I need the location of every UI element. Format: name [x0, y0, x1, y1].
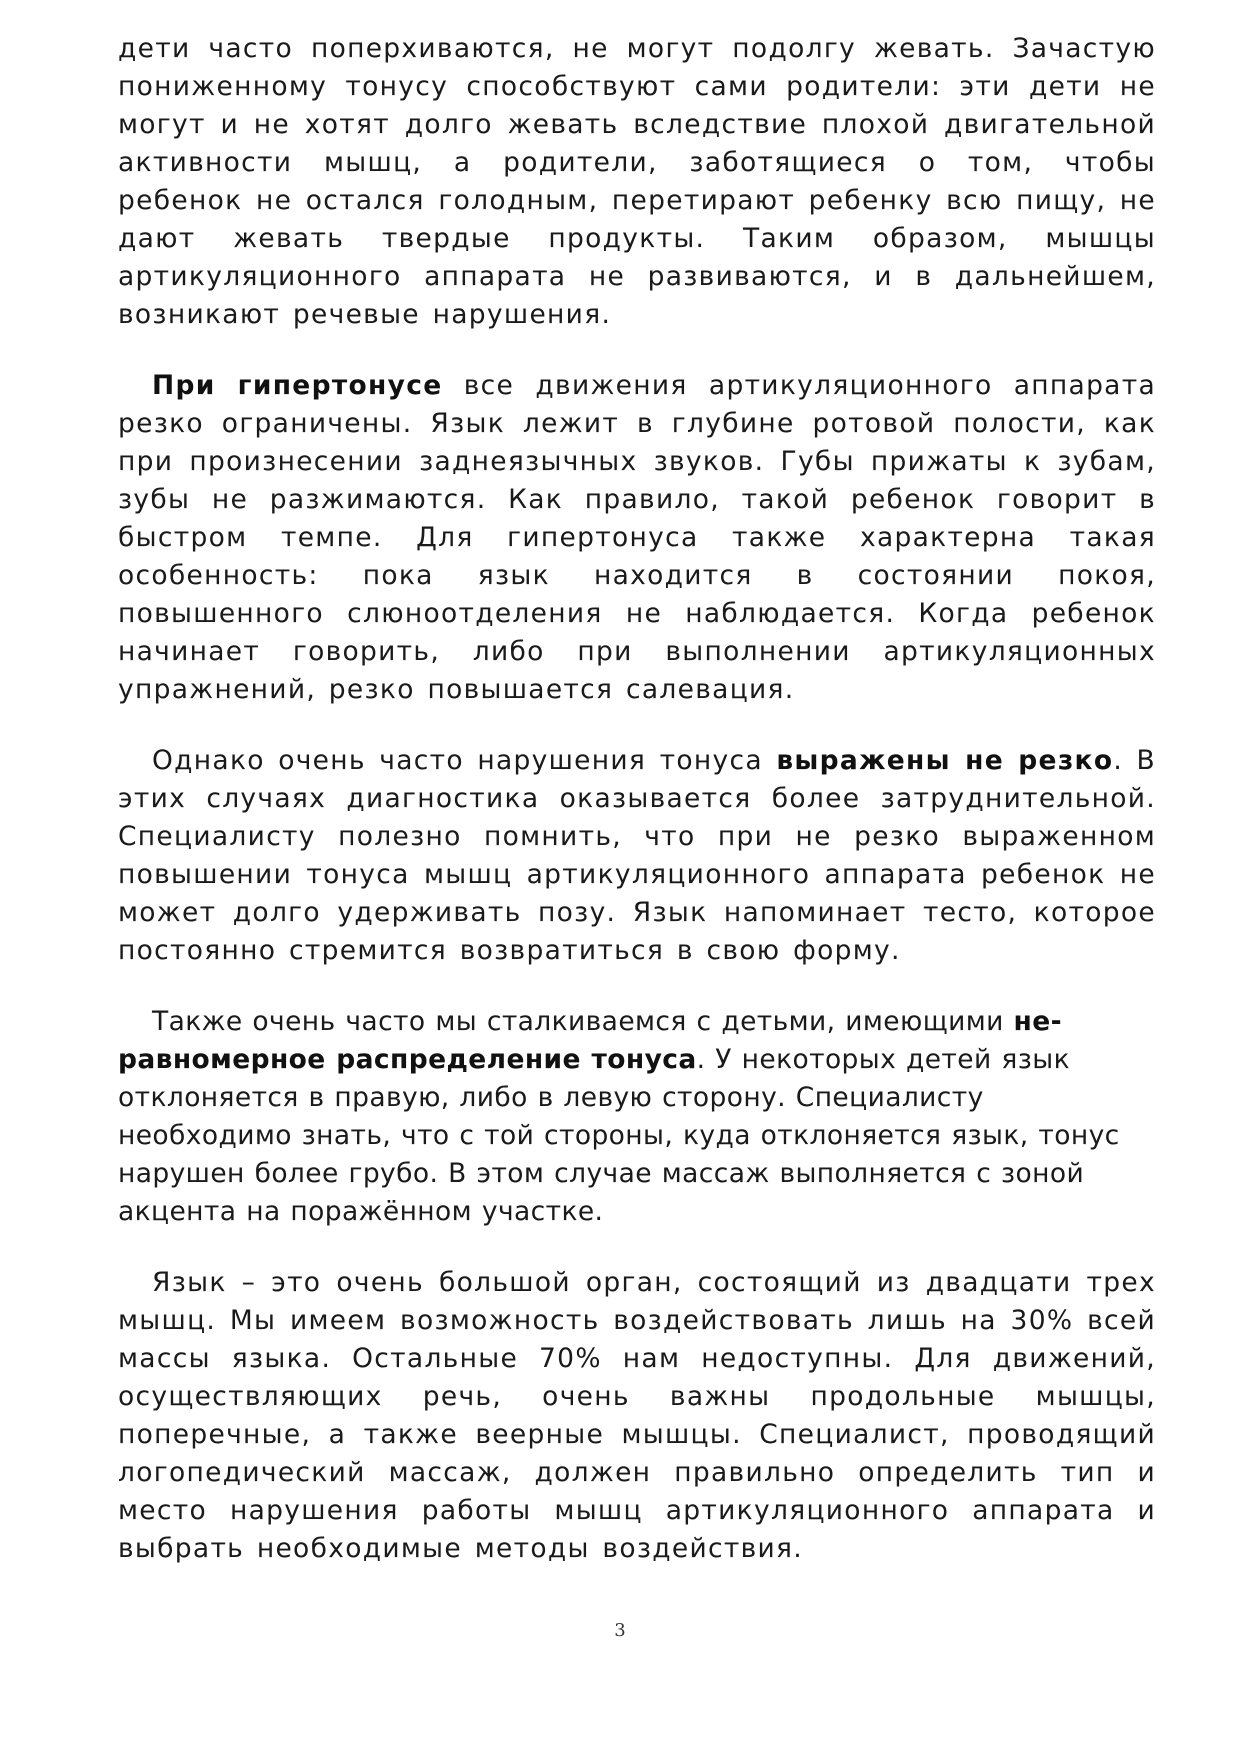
term-mild: выражены не резко	[776, 745, 1114, 776]
page-body	[118, 30, 1156, 1568]
paragraph-hypertonus	[118, 367, 1156, 709]
paragraph-text: Однако очень часто нарушения тонуса	[152, 745, 777, 776]
term-hypertonus: При гипертонусе	[152, 370, 443, 401]
page-number: 3	[614, 1620, 626, 1641]
paragraph-tongue-muscles	[118, 1264, 1156, 1568]
paragraph-text: все движения артикуляционного аппарата резко ограничены. Язык лежит в глубине ротовой полости, как при произнесении заднеязычных звуков. Губы прижаты к зубам, зубы не разжимаются. Как правило, такой ребенок говорит в быстром темпе. Для гипертонуса также характерна такая особенность: пока язык находится в состоянии покоя, повышенного слюноотделения не наблюдается. Когда ребенок начинает говорить, либо при выполнении артикуляционных упражнений, резко повышается салевация.	[118, 370, 1157, 705]
paragraph-hypotonus-continuation	[118, 30, 1156, 334]
term-uneven-distribution: не-равномерное распределение тонуса	[118, 1006, 1063, 1075]
paragraph-text: Также очень часто мы сталкиваемся с детьми, имеющими	[152, 1006, 1014, 1037]
paragraph-mild-disorders	[118, 742, 1156, 970]
paragraph-uneven-tone	[118, 1003, 1156, 1231]
paragraph-text: дети часто поперхиваются, не могут подолгу жевать. Зачастую пониженному тонусу способствуют сами родители: эти дети не могут и не хотят долго жевать вследствие плохой двигательной активности мышц, а родители, заботящиеся о том, чтобы ребенок не остался голодным, перетирают ребенку всю пищу, не дают жевать твердые продукты. Таким образом, мышцы артикуляционного аппарата не развиваются, и в дальнейшем, возникают речевые нарушения.	[118, 33, 1156, 330]
paragraph-text: Язык – это очень большой орган, состоящий из двадцати трех мышц. Мы имеем возможность воздействовать лишь на 30% всей массы языка. Остальные 70% нам недоступны. Для движений, осуществляющих речь, очень важны продольные мышцы, поперечные, а также веерные мышцы. Специалист, проводящий логопедический массаж, должен правильно определить тип и место нарушения работы мышц артикуляционного аппарата и выбрать необходимые методы воздействия.	[118, 1267, 1156, 1564]
paragraph-text: . У некоторых детей язык отклоняется в правую, либо в левую сторону. Специалисту необходимо знать, что с той стороны, куда отклоняется язык, тонус нарушен более грубо. В этом случае массаж выполняется с зоной акцента на поражённом участке.	[118, 1044, 1120, 1227]
paragraph-text: . В этих случаях диагностика оказывается более затруднительной. Специалисту полезно помнить, что при не резко выраженном повышении тонуса мышц артикуляционного аппарата ребенок не может долго удерживать позу. Язык напоминает тесто, которое постоянно стремится возвратиться в свою форму.	[118, 745, 1156, 966]
